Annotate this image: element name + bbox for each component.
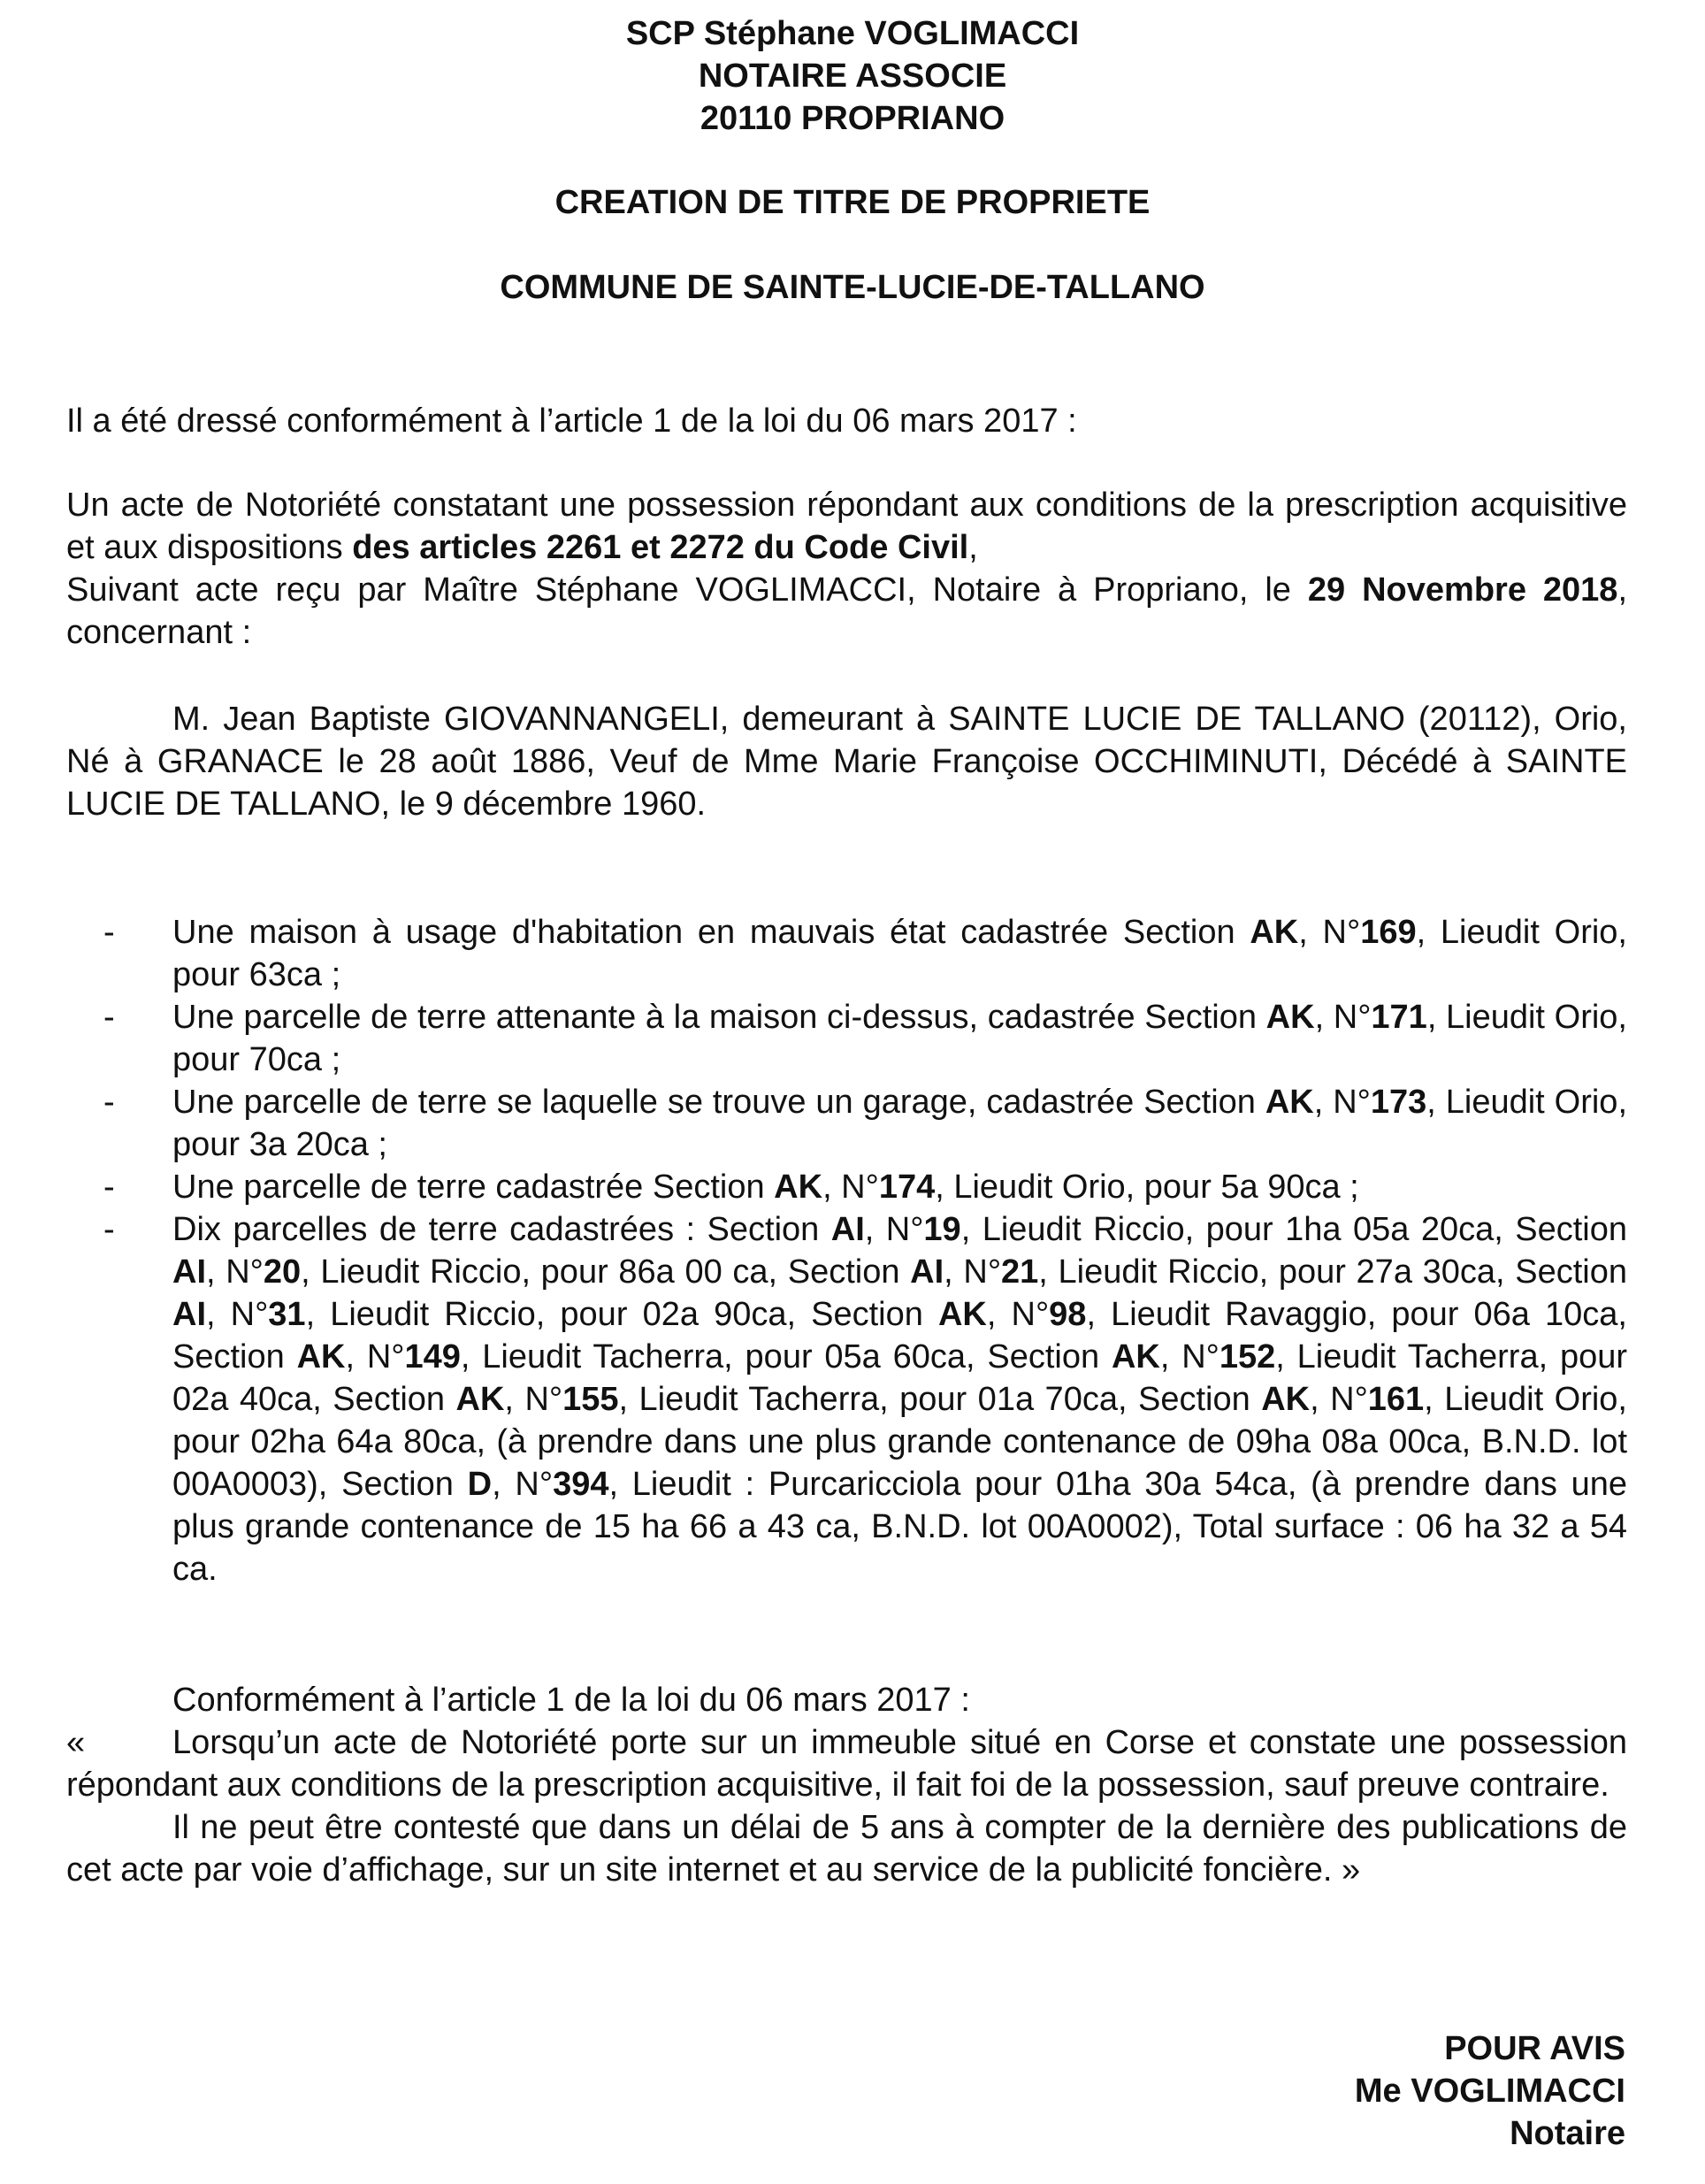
quote-text-1: Lorsqu’un acte de Notoriété porte sur un immeuble situé en Corse et constate une possession répondant aux conditions de la prescription acquisitive, il fait foi de la possession, sauf preuve contraire.	[66, 1724, 1627, 1804]
list-dash: -	[103, 1211, 115, 1248]
acte-text: Un acte de Notoriété constatant une possession répondant aux conditions de la prescription acquisitive et aux dispositions	[66, 487, 1627, 566]
quote-open-mark: «	[66, 1724, 86, 1761]
acte-comma: ,	[968, 529, 978, 566]
notary-city: 20110 PROPRIANO	[700, 100, 1005, 137]
signature-block	[1355, 2027, 1625, 2155]
list-item: - Une parcelle de terre se laquelle se trouve un garage, cadastrée Section AK, N°173, Lieudit Orio, pour 3a 20ca ;	[66, 1081, 1627, 1166]
document-subtitle: COMMUNE DE SAINTE-LUCIE-DE-TALLANO	[500, 269, 1205, 306]
list-item: - Une parcelle de terre attenante à la maison ci-dessus, cadastrée Section AK, N°171, Lieudit Orio, pour 70ca ;	[66, 996, 1627, 1081]
signature-name: Me VOGLIMACCI	[1354, 2073, 1625, 2110]
list-dash: -	[103, 914, 115, 951]
notary-role: NOTAIRE ASSOCIE	[698, 57, 1007, 95]
acte-paragraph	[66, 484, 1627, 654]
person-paragraph: M. Jean Baptiste GIOVANNANGELI, demeurant à SAINTE LUCIE DE TALLANO (20112), Orio, Né à GRANACE le 28 août 1886, Veuf de Mme Marie Françoise OCCHIMINUTI, Décédé à SAINTE LUCIE DE TALLANO, le 9 décembre 1960.	[66, 701, 1627, 823]
signature-role: Notaire	[1510, 2115, 1625, 2152]
list-dash: -	[103, 999, 115, 1036]
document-title: CREATION DE TITRE DE PROPRIETE	[554, 184, 1151, 221]
notary-firm-name: SCP Stéphane VOGLIMACCI	[625, 15, 1080, 52]
intro-paragraph: Il a été dressé conformément à l’article 1 de la loi du 06 mars 2017 :	[66, 402, 1077, 440]
legal-citation	[66, 1679, 1627, 1891]
acte-concernant: , concernant :	[66, 571, 1627, 651]
list-dash: -	[103, 1084, 115, 1121]
list-dash: -	[103, 1169, 115, 1206]
acte-recu-text: Suivant acte reçu par Maître Stéphane VOGLIMACCI, Notaire à Propriano, le	[66, 571, 1308, 609]
acte-articles: des articles 2261 et 2272 du Code Civil	[352, 529, 969, 566]
list-item: - Dix parcelles de terre cadastrées : Section AI, N°19, Lieudit Riccio, pour 1ha 05a 20ca, Section AI, N°20, Lieudit Riccio, pour 86a 00 ca, Section AI, N°21, Lieudit Riccio, pour 27a 30ca, Section AI, N°31, Lieudit Riccio, pour 02a 90ca, Section AK, N°98, Lieudit Ravaggio, pour 06a 10ca, Section AK, N°149, Lieudit Tacherra, pour 05a 60ca, Section AK, N°152, Lieudit Tacherra, pour 02a 40ca, Section AK, N°155, Lieudit Tacherra, pour 01a 70ca, Section AK, N°161, Lieudit Orio, pour 02ha 64a 80ca, (à prendre dans une plus grande contenance de 09ha 08a 00ca, B.N.D. lot 00A0003), Section D, N°394, Lieudit : Purcaricciola pour 01ha 30a 54ca, (à prendre dans une plus grande contenance de 15 ha 66 a 43 ca, B.N.D. lot 00A0002), Total surface : 06 ha 32 a 54 ca.	[66, 1208, 1627, 1590]
property-list	[66, 911, 1627, 1590]
list-item: - Une parcelle de terre cadastrée Section AK, N°174, Lieudit Orio, pour 5a 90ca ;	[66, 1166, 1627, 1208]
signature-pour-avis: POUR AVIS	[1444, 2030, 1625, 2067]
citation-intro: Conformément à l’article 1 de la loi du 06 mars 2017 :	[172, 1682, 970, 1719]
quote-paragraph-2: Il ne peut être contesté que dans un délai de 5 ans à compter de la dernière des publications de cet acte par voie d’affichage, sur un site internet et au service de la publicité foncière. »	[66, 1809, 1627, 1889]
list-item: - Une maison à usage d'habitation en mauvais état cadastrée Section AK, N°169, Lieudit Orio, pour 63ca ;	[66, 911, 1627, 996]
quote-paragraph-1	[66, 1721, 1627, 1806]
acte-date: 29 Novembre 2018	[1307, 571, 1618, 609]
notary-header	[0, 12, 1705, 140]
